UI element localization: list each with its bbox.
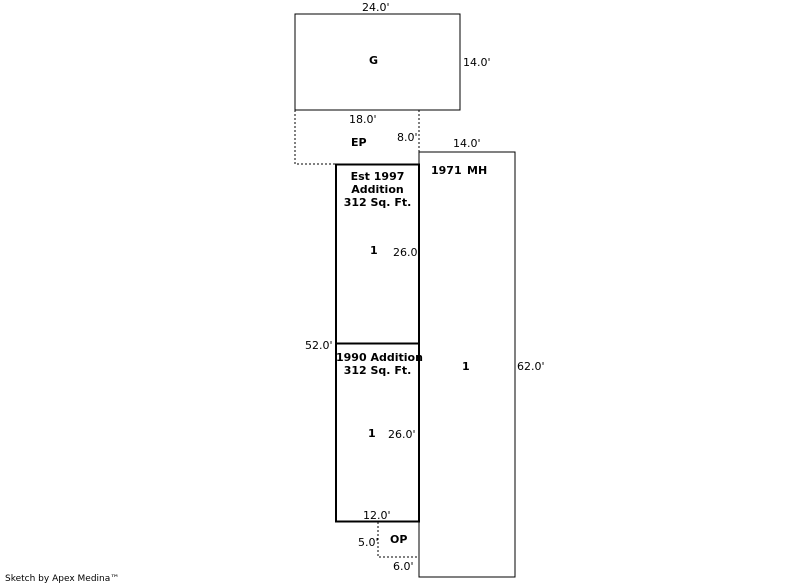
addition-1997-length-label: 26.0'	[393, 246, 421, 259]
addition-1997-title-line1: Est 1997	[350, 170, 405, 183]
enclosed-porch-width-label: 18.0'	[349, 113, 377, 126]
open-porch-width-label: 6.0'	[393, 560, 414, 573]
enclosed-porch-depth-label: 8.0'	[397, 131, 418, 144]
mobile-home-story-label: 1	[462, 360, 470, 373]
open-porch-code-label: OP	[390, 533, 408, 546]
addition-1997-title-line2: Addition	[351, 183, 404, 196]
addition-1997-story-label: 1	[370, 244, 378, 257]
addition-1990-area: 312 Sq. Ft.	[343, 364, 412, 377]
addition-1990-story-label: 1	[368, 427, 376, 440]
sketch-credit: Sketch by Apex Medina™	[5, 574, 120, 584]
additions-total-length-label: 52.0'	[305, 339, 333, 352]
mobile-home-length-label: 62.0'	[517, 360, 545, 373]
mobile-home-width-label: 14.0'	[453, 137, 481, 150]
garage-depth-label: 14.0'	[463, 56, 491, 69]
addition-1990-length-label: 26.0'	[388, 428, 416, 441]
mobile-home-year-label: 1971	[431, 164, 462, 177]
enclosed-porch-code-label: EP	[351, 136, 367, 149]
addition-1990-title: 1990 Addition	[336, 351, 423, 364]
garage-width-label: 24.0'	[362, 1, 390, 14]
garage-code-label: G	[369, 54, 379, 67]
mobile-home-type-label: MH	[467, 164, 488, 177]
open-porch-depth-label: 5.0'	[358, 536, 379, 549]
addition-width-label: 12.0'	[363, 509, 391, 522]
addition-1997-area: 312 Sq. Ft.	[343, 196, 412, 209]
